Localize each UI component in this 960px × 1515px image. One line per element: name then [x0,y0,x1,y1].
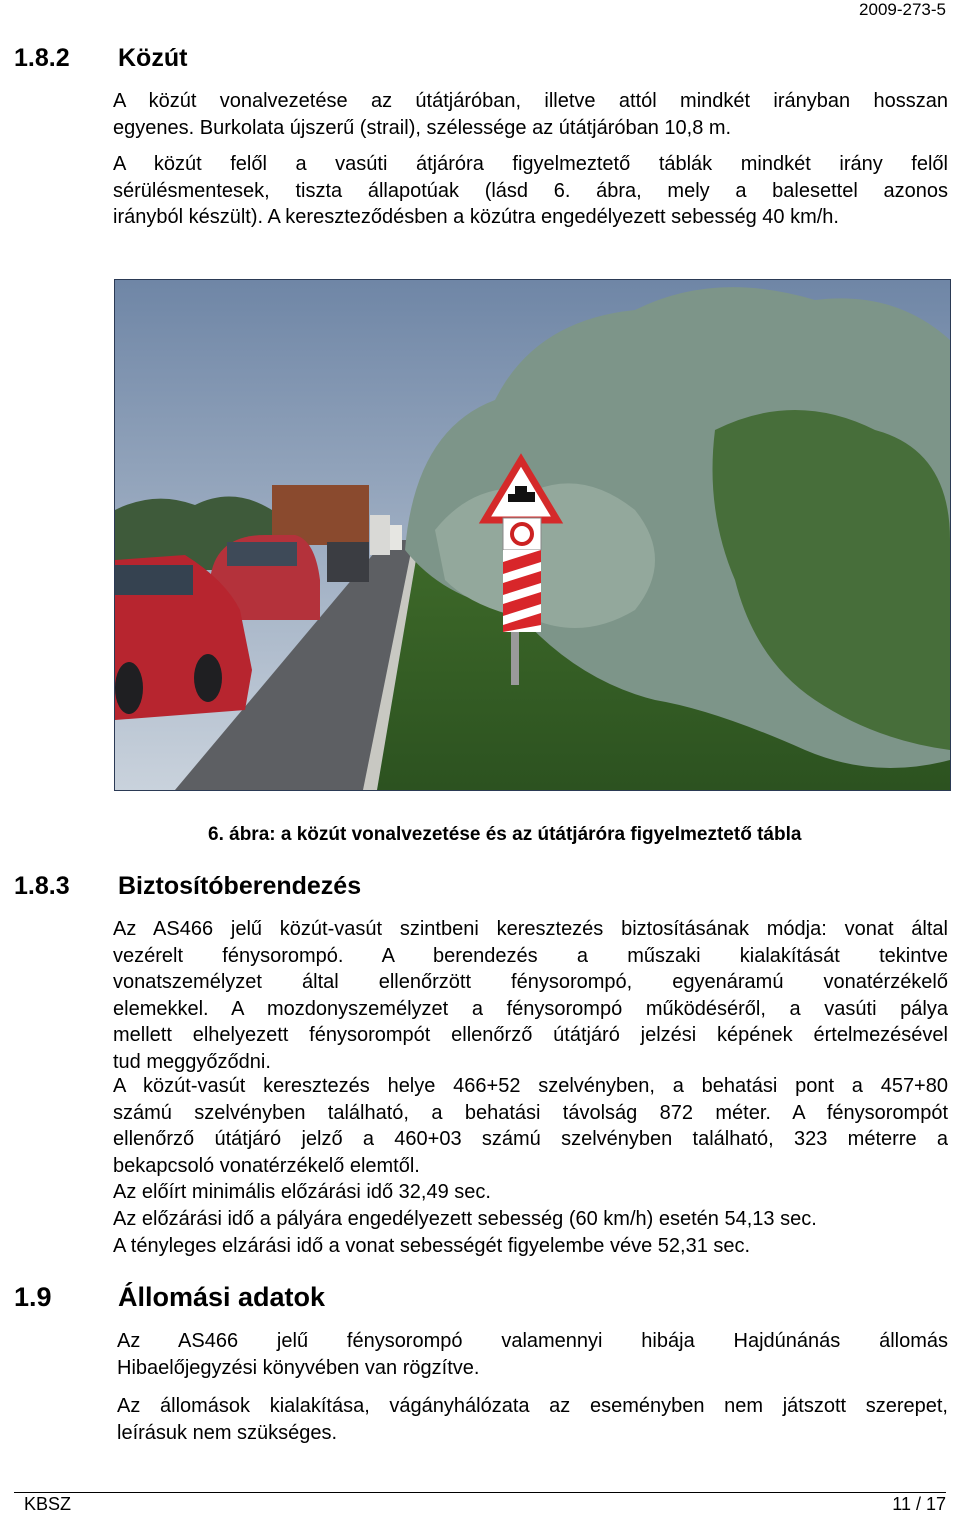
distant-vehicle [390,525,402,550]
paragraph-fault-log [117,1328,948,1381]
text-line-min-closing-time: Az előírt minimális előzárási idő 32,49 sec. [113,1181,491,1204]
sign-post [511,630,519,685]
section-number: 1.8.3 [14,872,70,900]
car-window [227,542,297,566]
paragraph-warning-signs [113,151,948,231]
distant-vehicle [370,515,390,555]
paragraph-protection-method [113,916,948,1076]
figure-caption: 6. ábra: a közút vonalvezetése és az útátjáróra figyelmeztető tábla [208,824,802,845]
footer-page-number: 11 / 17 [892,1494,946,1514]
text-line: ellenőrző útátjáró jelző a 460+03 számú szelvényben található, 323 méterre a [113,1128,948,1151]
paragraph-crossing-location [113,1073,948,1259]
car-wheel [115,662,143,714]
section-title: Biztosítóberendezés [118,872,362,900]
text-line: egyenes. Burkolata újszerű (strail), szélessége az útátjáróban 10,8 m. [113,116,732,139]
text-line: Hibaelőjegyzési könyvében van rögzítve. [117,1356,480,1379]
text-line: A közút-vasút keresztezés helye 466+52 szelvényben, a behatási pont a 457+80 [113,1075,948,1097]
document-id: 2009-273-5 [859,0,946,19]
section-number: 1.9 [14,1282,52,1312]
text-line: irányból készült). A kereszteződésben a közútra engedélyezett sebesség 40 km/h. [113,206,839,229]
sign-circle [512,524,532,544]
text-line: bekapcsoló vonatérzékelő elemtől. [113,1154,420,1177]
text-line: Az AS466 jelű közút-vasút szintbeni keresztezés biztosításának módja: vonat által [113,918,948,940]
text-line-preclosing-time: Az előzárási idő a pályára engedélyezett sebesség (60 km/h) esetén 54,13 sec. [113,1207,817,1230]
footer-divider [14,1492,946,1493]
text-line: mellett elhelyezett fénysorompót ellenőrző útátjáró jelzési képének értelmezésével [113,1024,948,1047]
text-line: elemekkel. A mozdonyszemélyzet a fénysorompó működéséről, a vasúti pálya [113,997,948,1020]
section-number: 1.8.2 [14,44,70,72]
section-title: Állomási adatok [118,1282,326,1312]
section-title: Közút [118,44,188,72]
text-line: sérülésmentesek, tiszta állapotúak (lásd 6. ábra, mely a balesettel azonos [113,179,948,202]
footer-organization: KBSZ [24,1494,72,1514]
text-line: vonatszemélyzet által ellenőrzött fénysorompó, egyenáramú vonatérzékelő [113,971,948,994]
text-line: vezérelt fénysorompó. A berendezés a műszaki kialakítását tekintve [113,944,948,967]
text-line: leírásuk nem szükséges. [117,1421,338,1444]
car-wheel [194,654,222,702]
photo-illustration [115,280,950,790]
text-line: számú szelvényben található, a behatási távolság 872 méter. A fénysorompót [113,1101,948,1124]
text-line: Az állomások kialakítása, vágányhálózata az eseményben nem játszott szerepet, [117,1395,948,1417]
car-window [115,565,193,595]
paragraph-station-layout [117,1393,948,1446]
text-line: A közút vonalvezetése az útátjáróban, illetve attól mindkét irányban hosszan [113,90,948,112]
paragraph-road-alignment [113,88,948,141]
text-line: A közút felől a vasúti átjáróra figyelmeztető táblák mindkét irány felől [113,153,948,175]
text-line-actual-closing-time: A tényleges elzárási idő a vonat sebességét figyelembe véve 52,31 sec. [113,1234,751,1257]
text-line: Az AS466 jelű fénysorompó valamennyi hibája Hajdúnánás állomás [117,1330,948,1352]
figure-photo-road-crossing [114,279,951,791]
truck-cab [327,542,369,582]
text-line: tud meggyőződni. [113,1050,271,1073]
